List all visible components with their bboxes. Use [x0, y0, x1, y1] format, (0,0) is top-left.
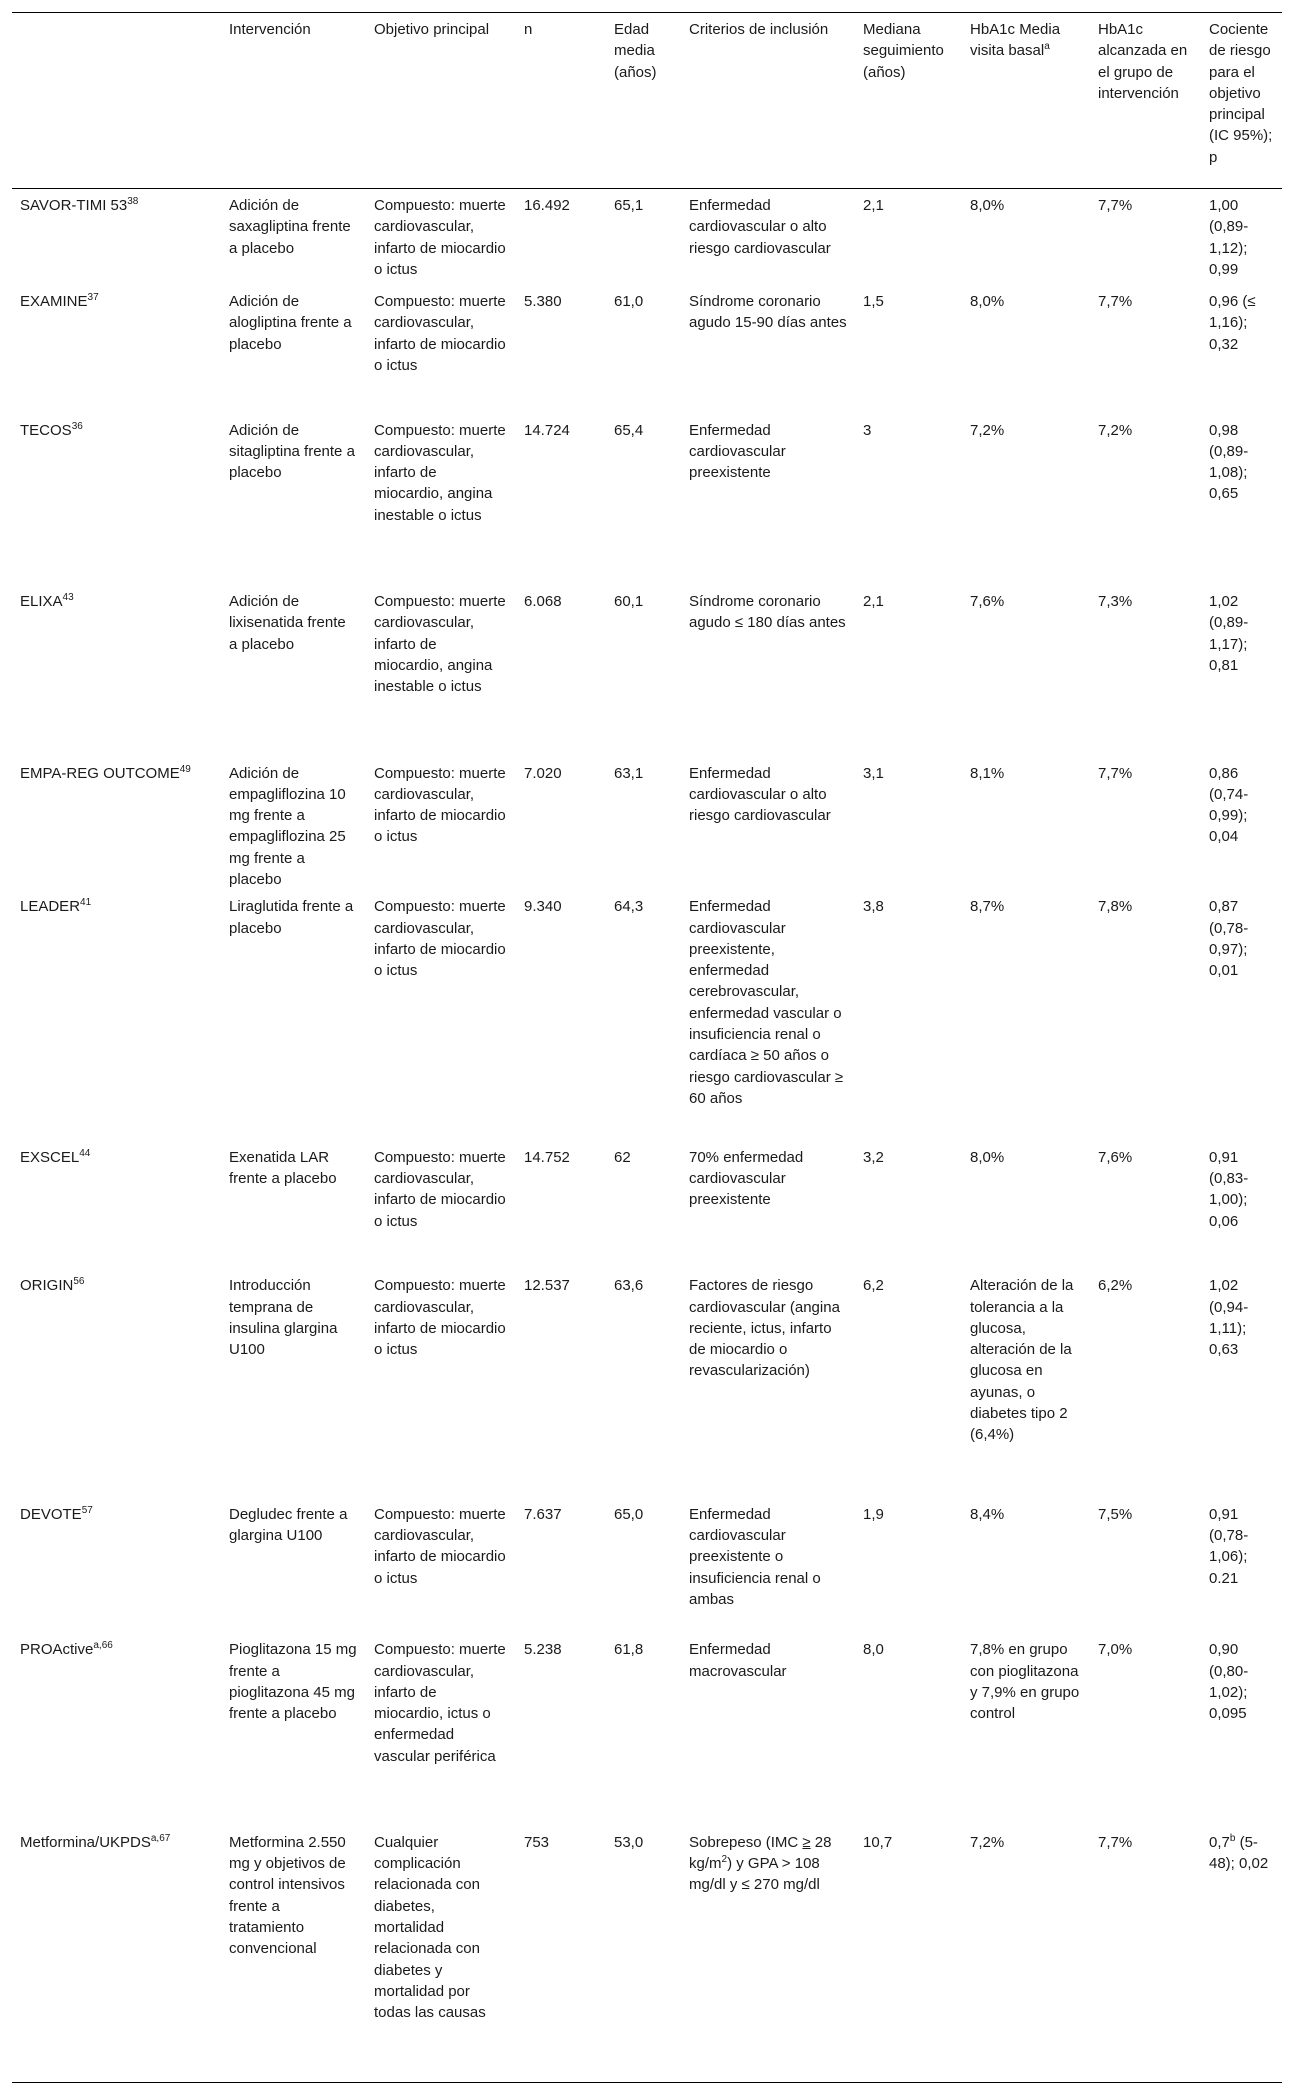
cell-age: 53,0: [606, 1826, 681, 2083]
study-name: LEADER: [20, 898, 81, 916]
cell-hazard-ratio: [1201, 1826, 1282, 2083]
cell-objective: Compuesto: muerte cardiovascular, infarto de miocardio o ictus: [374, 293, 506, 374]
header-age: Edad media (años): [606, 13, 681, 189]
study-reference: 57: [81, 1504, 93, 1516]
cell-hba1c-achieved: 7,7%: [1090, 1826, 1201, 2083]
cell-study: [12, 1269, 221, 1498]
cell-n: 753: [516, 1826, 606, 2083]
cell-objective: Compuesto: muerte cardiovascular, infarto de miocardio, ictus o enfermedad vascular periférica: [374, 1641, 506, 1765]
cell-hba1c-achieved: 7,7%: [1098, 764, 1133, 782]
study-reference: 49: [179, 763, 191, 775]
table-row: [12, 757, 1282, 891]
cell-intervention: Liraglutida frente a placebo: [229, 898, 354, 937]
cell-hazard-ratio: 0,86 (0,74-0,99); 0,04: [1209, 764, 1249, 846]
cell-followup: 3: [863, 421, 872, 439]
cell-hazard-ratio: 1,00 (0,89-1,12); 0,99: [1209, 197, 1249, 278]
hazard-footnote: b: [1229, 1832, 1236, 1844]
criteria-text: Sobrepeso (IMC: [689, 1833, 803, 1851]
cell-criteria: Enfermedad cardiovascular o alto riesgo cardiovascular: [689, 197, 831, 257]
study-name: ORIGIN: [20, 1277, 74, 1295]
cell-hba1c-base: Alteración de la tolerancia a la glucosa, alteración de la glucosa en ayunas, o diabetes tipo 2 (6,4%): [970, 1277, 1074, 1444]
header-hba1c-achieved: HbA1c alcanzada en el grupo de intervención: [1090, 13, 1201, 189]
table-header-row: [12, 13, 1282, 189]
clinical-trials-table: [12, 12, 1282, 2083]
cell-hba1c-achieved: 7,8%: [1098, 898, 1133, 916]
criteria-superscript: 2: [721, 1854, 728, 1866]
header-intervention: Intervención: [221, 13, 366, 189]
cell-n: 7.637: [524, 1505, 562, 1523]
cell-hba1c-achieved: 7,7%: [1098, 197, 1133, 214]
cell-intervention: Adición de sitagliptina frente a placebo: [229, 421, 355, 482]
cell-study: [12, 285, 221, 414]
study-reference: 37: [87, 292, 99, 303]
cell-objective: Compuesto: muerte cardiovascular, infarto de miocardio o ictus: [374, 1505, 506, 1587]
study-reference: 38: [127, 196, 139, 207]
cell-followup: 1,9: [863, 1505, 884, 1523]
cell-followup: 8,0: [863, 1641, 884, 1659]
cell-criteria: Enfermedad cardiovascular o alto riesgo cardiovascular: [689, 764, 831, 825]
cell-n: 5.238: [524, 1641, 562, 1659]
cell-hazard-ratio: 0,91 (0,83-1,00); 0,06: [1209, 1148, 1249, 1230]
cell-age: 63,1: [614, 764, 644, 782]
cell-n: 16.492: [524, 197, 570, 214]
cell-n: 14.752: [524, 1148, 570, 1166]
cell-age: 60,1: [614, 593, 644, 610]
cell-criteria: Síndrome coronario agudo ≤ 180 días antes: [689, 593, 846, 632]
cell-study: [12, 1498, 221, 1634]
header-hba1c-base: [962, 13, 1090, 189]
cell-hba1c-base: 8,0%: [970, 197, 1005, 214]
cell-followup: 10,7: [855, 1826, 962, 2083]
study-reference: 36: [71, 420, 83, 432]
header-hba1c-base-footnote: a: [1044, 41, 1050, 53]
cell-hba1c-achieved: 7,6%: [1098, 1148, 1133, 1166]
study-name: TECOS: [20, 421, 72, 439]
cell-age: 61,8: [614, 1641, 644, 1659]
header-hba1c-base-label: HbA1c Media visita basal: [970, 21, 1061, 60]
cell-hba1c-base: 7,8% en grupo con pioglitazona y 7,9% en grupo control: [970, 1641, 1080, 1723]
cell-objective: Cualquier complicación relacionada con diabetes, mortalidad relacionada con diabetes y mortalidad por todas las causas: [366, 1826, 516, 2083]
cell-age: 62: [614, 1148, 631, 1166]
cell-followup: 3,8: [863, 898, 884, 916]
cell-hba1c-base: 7,2%: [962, 1826, 1090, 2083]
cell-objective: Compuesto: muerte cardiovascular, infarto de miocardio o ictus: [374, 898, 506, 980]
cell-objective: Compuesto: muerte cardiovascular, infarto de miocardio o ictus: [374, 764, 506, 846]
cell-age: 64,3: [614, 898, 644, 916]
cell-followup: 3,2: [863, 1148, 884, 1166]
cell-hba1c-base: 8,4%: [970, 1505, 1005, 1523]
cell-study: [12, 757, 221, 891]
cell-hba1c-achieved: 7,0%: [1098, 1641, 1133, 1659]
cell-objective: Compuesto: muerte cardiovascular, infarto de miocardio o ictus: [374, 1148, 506, 1230]
study-name: EMPA-REG OUTCOME: [20, 764, 180, 782]
header-objective: Objetivo principal: [366, 13, 516, 189]
cell-hazard-ratio: 0,96 (≤ 1,16); 0,32: [1209, 293, 1256, 353]
cell-n: 14.724: [524, 421, 570, 439]
cell-intervention: Adición de saxagliptina frente a placebo: [229, 197, 351, 257]
study-name: SAVOR-TIMI 53: [20, 197, 128, 214]
table-row: [12, 1269, 1282, 1498]
cell-hba1c-achieved: 7,2%: [1098, 421, 1133, 439]
cell-objective: Compuesto: muerte cardiovascular, infarto de miocardio, angina inestable o ictus: [374, 421, 506, 524]
criteria-text: ) y GPA > 108 mg/dl y ≤ 270 mg/dl: [689, 1855, 820, 1894]
cell-intervention: Introducción temprana de insulina glargina U100: [229, 1277, 338, 1359]
table-row: [12, 1633, 1282, 1826]
cell-criteria: Enfermedad cardiovascular preexistente o insuficiencia renal o ambas: [689, 1505, 821, 1608]
study-name: Metformina/UKPDS: [20, 1833, 151, 1851]
cell-intervention: Adición de alogliptina frente a placebo: [229, 293, 352, 353]
cell-hba1c-base: 8,7%: [970, 898, 1005, 916]
cell-intervention: Metformina 2.550 mg y objetivos de control intensivos frente a tratamiento convencional: [221, 1826, 366, 2083]
cell-criteria: Enfermedad cardiovascular preexistente, enfermedad cerebrovascular, enfermedad vascular o insuficiencia renal o cardíaca ≥ 50 años o riesgo cardiovascular ≥ 60 años: [689, 898, 844, 1107]
cell-age: 65,0: [614, 1505, 644, 1523]
study-reference: 43: [62, 592, 74, 603]
cell-study: [12, 585, 221, 757]
cell-criteria: Factores de riesgo cardiovascular (angina reciente, ictus, infarto de miocardio o revascularización): [689, 1277, 840, 1380]
hazard-value: 0,7: [1209, 1833, 1230, 1851]
study-reference: 44: [79, 1147, 91, 1159]
cell-study: [12, 414, 221, 586]
header-study: [12, 13, 221, 189]
cell-hazard-ratio: 1,02 (0,89-1,17); 0,81: [1209, 593, 1249, 674]
cell-hazard-ratio: 0,87 (0,78-0,97); 0,01: [1209, 898, 1249, 980]
cell-criteria: Enfermedad cardiovascular preexistente: [689, 421, 786, 482]
study-reference: 56: [73, 1276, 85, 1288]
cell-followup: 6,2: [863, 1277, 884, 1295]
cell-intervention: Adición de lixisenatida frente a placebo: [229, 593, 346, 653]
study-reference: 41: [80, 897, 92, 909]
cell-criteria: Síndrome coronario agudo 15-90 días antes: [689, 293, 847, 332]
cell-intervention: Degludec frente a glargina U100: [229, 1505, 348, 1545]
criteria-text: 28 kg/m: [689, 1833, 832, 1873]
cell-n: 9.340: [524, 898, 562, 916]
cell-followup: 2,1: [863, 197, 884, 214]
criteria-ge-symbol: ≥: [802, 1833, 811, 1851]
hazard-ci: (5-48); 0,02: [1209, 1833, 1269, 1873]
cell-hba1c-achieved: 7,5%: [1098, 1505, 1133, 1523]
cell-followup: 2,1: [863, 593, 884, 610]
cell-objective: Compuesto: muerte cardiovascular, infarto de miocardio o ictus: [374, 197, 506, 278]
table-row: [12, 189, 1282, 286]
study-name: EXAMINE: [20, 293, 88, 310]
cell-intervention: Exenatida LAR frente a placebo: [229, 1148, 337, 1188]
cell-intervention: Adición de empagliflozina 10 mg frente a empagliflozina 25 mg frente a placebo: [229, 764, 346, 888]
table-row: [12, 285, 1282, 414]
table-row: [12, 1826, 1282, 2083]
cell-age: 63,6: [614, 1277, 644, 1295]
cell-hba1c-base: 7,6%: [970, 593, 1005, 610]
table-row: [12, 585, 1282, 757]
cell-hazard-ratio: 0,98 (0,89-1,08); 0,65: [1209, 421, 1249, 503]
header-n: n: [516, 13, 606, 189]
cell-hazard-ratio: 0,90 (0,80-1,02); 0,095: [1209, 1641, 1249, 1723]
table-row: [12, 414, 1282, 586]
cell-hba1c-base: 8,0%: [970, 293, 1005, 310]
cell-study: [12, 1141, 221, 1270]
cell-objective: Compuesto: muerte cardiovascular, infarto de miocardio, angina inestable o ictus: [374, 593, 506, 696]
study-name: DEVOTE: [20, 1505, 82, 1523]
cell-criteria: Enfermedad macrovascular: [689, 1641, 787, 1680]
table-row: [12, 890, 1282, 1141]
cell-hba1c-base: 7,2%: [970, 421, 1005, 439]
study-reference: a,67: [150, 1832, 171, 1844]
header-criteria: Criterios de inclusión: [681, 13, 855, 189]
cell-hba1c-base: 8,1%: [970, 764, 1005, 782]
study-reference: a,66: [93, 1640, 113, 1652]
cell-followup: 1,5: [863, 293, 884, 310]
cell-age: 65,1: [614, 197, 644, 214]
cell-followup: 3,1: [863, 764, 884, 782]
study-name: PROActive: [20, 1641, 94, 1659]
study-name: EXSCEL: [20, 1148, 80, 1166]
cell-hba1c-base: 8,0%: [970, 1148, 1005, 1166]
cell-hba1c-achieved: 7,3%: [1098, 593, 1133, 610]
cell-criteria: [681, 1826, 855, 2083]
cell-n: 5.380: [524, 293, 562, 310]
cell-intervention: Pioglitazona 15 mg frente a pioglitazona 45 mg frente a placebo: [229, 1641, 357, 1723]
cell-age: 65,4: [614, 421, 644, 439]
table-row: [12, 1498, 1282, 1634]
study-name: ELIXA: [20, 593, 63, 610]
cell-criteria: 70% enfermedad cardiovascular preexistente: [689, 1148, 804, 1209]
header-hazard-ratio: Cociente de riesgo para el objetivo principal (IC 95%); p: [1201, 13, 1282, 189]
cell-study: [12, 1633, 221, 1826]
cell-age: 61,0: [614, 293, 644, 310]
cell-n: 12.537: [524, 1277, 570, 1295]
cell-study: [12, 1826, 221, 2083]
cell-study: [12, 890, 221, 1141]
cell-hazard-ratio: 1,02 (0,94-1,11); 0,63: [1209, 1277, 1249, 1359]
header-followup: Mediana seguimiento (años): [855, 13, 962, 189]
cell-objective: Compuesto: muerte cardiovascular, infarto de miocardio o ictus: [374, 1277, 506, 1359]
cell-study: [12, 189, 221, 286]
cell-hba1c-achieved: 7,7%: [1098, 293, 1133, 310]
cell-hazard-ratio: 0,91 (0,78-1,06); 0.21: [1209, 1505, 1249, 1587]
table-row: [12, 1141, 1282, 1270]
cell-n: 7.020: [524, 764, 562, 782]
cell-n: 6.068: [524, 593, 562, 610]
cell-hba1c-achieved: 6,2%: [1098, 1277, 1133, 1295]
